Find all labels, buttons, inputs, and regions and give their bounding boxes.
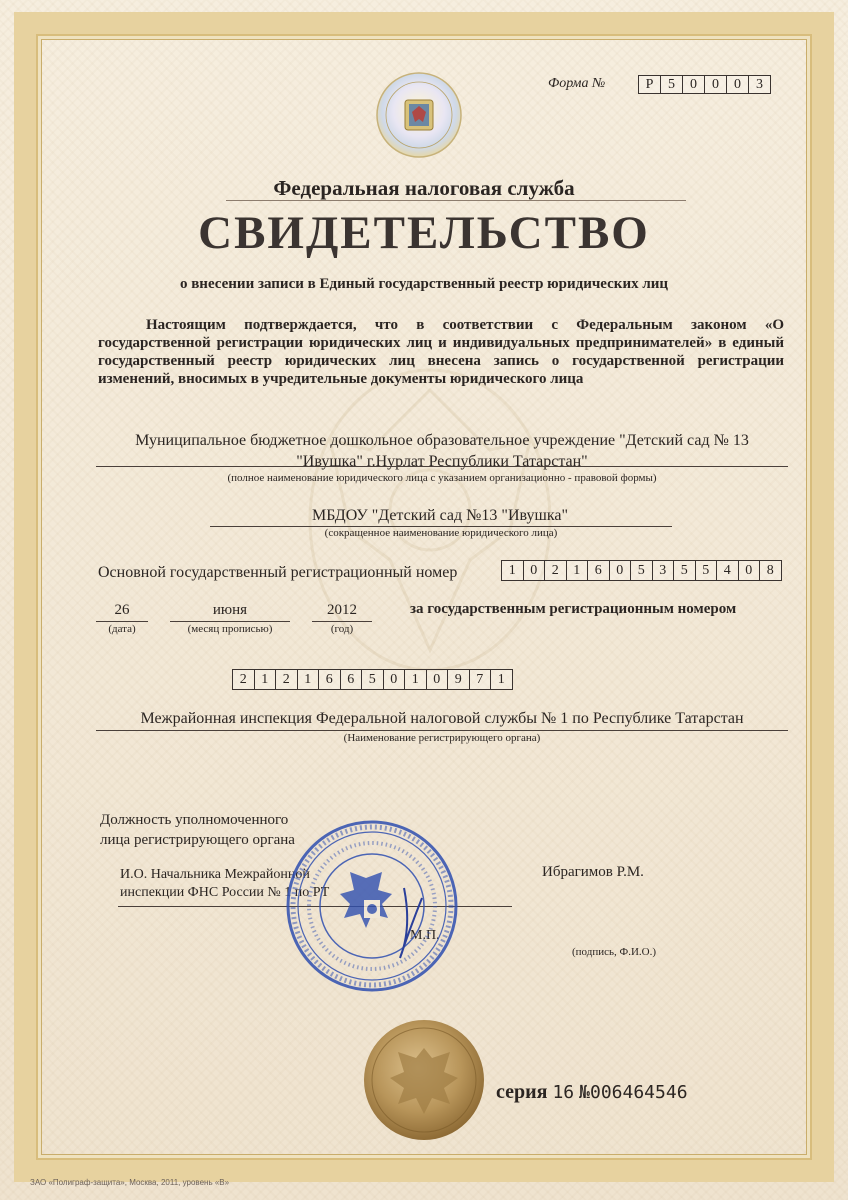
agency-name: Федеральная налоговая служба bbox=[273, 176, 575, 200]
certificate-number: №006464546 bbox=[579, 1082, 688, 1103]
date-year-caption: (год) bbox=[330, 623, 354, 635]
ogrn-digit: 0 bbox=[610, 561, 632, 580]
position-label-line1: Должность уполномоченного bbox=[100, 812, 289, 828]
ogrn-digit: 1 bbox=[567, 561, 589, 580]
underline bbox=[96, 466, 788, 467]
grn-boxes bbox=[232, 669, 513, 690]
form-number-digit: 0 bbox=[705, 76, 727, 93]
certificate-subtitle: о внесении записи в Единый государственный реестр юридических лиц bbox=[179, 276, 669, 292]
ogrn-digit: 4 bbox=[717, 561, 739, 580]
grn-digit: 9 bbox=[448, 670, 470, 689]
position-value-line1: И.О. Начальника Межрайонной bbox=[120, 867, 310, 882]
grn-digit: 6 bbox=[319, 670, 341, 689]
grn-digit: 1 bbox=[298, 670, 320, 689]
grn-digit: 1 bbox=[405, 670, 427, 689]
grn-digit: 0 bbox=[384, 670, 406, 689]
grn-digit: 6 bbox=[341, 670, 363, 689]
grn-digit: 5 bbox=[362, 670, 384, 689]
position-label-line2: лица регистрирующего органа bbox=[100, 832, 295, 848]
ogrn-digit: 1 bbox=[502, 561, 524, 580]
official-stamp-icon bbox=[284, 818, 460, 994]
underline bbox=[96, 621, 148, 622]
registrar-caption: (Наименование регистрирующего органа) bbox=[343, 732, 541, 744]
grn-digit: 1 bbox=[497, 672, 505, 687]
form-number-boxes bbox=[638, 75, 771, 94]
hologram-emblem-icon bbox=[374, 70, 464, 160]
confirmation-paragraph bbox=[98, 316, 784, 388]
printer-note: ЗАО «Полиграф-защита», Москва, 2011, уровень «В» bbox=[30, 1178, 230, 1187]
date-day-caption: (дата) bbox=[108, 623, 136, 635]
position-value-line2: инспекции ФНС России № 1 по РТ bbox=[120, 885, 330, 900]
stamp-place-label: М.П. bbox=[410, 928, 440, 943]
confirmation-text: Настоящим подтверждается, что в соответствии с Федеральным законом «О государственной регистрации юридических лиц и индивидуальных предпринимателей» в единый государственный реестр юридических лиц внесена запись о государственной регистрации изменений, вносимых в учредительные документы юридического лица bbox=[98, 317, 784, 387]
ogrn-digit: 0 bbox=[524, 561, 546, 580]
date-year: 2012 bbox=[327, 602, 357, 618]
grn-digit: 2 bbox=[276, 670, 298, 689]
gold-seal-icon bbox=[362, 1018, 486, 1142]
position-label bbox=[100, 810, 295, 850]
series-value: 16 bbox=[552, 1082, 575, 1103]
entity-full-name-line2: "Ивушка" г.Нурлат Республики Татарстан" bbox=[296, 453, 588, 470]
form-number-digit: Р bbox=[639, 76, 661, 93]
ogrn-boxes bbox=[501, 560, 782, 581]
date-day: 26 bbox=[114, 602, 130, 618]
ogrn-digit: 5 bbox=[696, 561, 718, 580]
entity-full-name-line1: Муниципальное бюджетное дошкольное образовательное учреждение "Детский сад № 13 bbox=[135, 432, 749, 449]
underline bbox=[170, 621, 290, 622]
grn-digit: 7 bbox=[470, 670, 492, 689]
form-number-digit: 3 bbox=[756, 77, 763, 92]
registrar-name: Межрайонная инспекция Федеральной налоговой службы № 1 по Республике Татарстан bbox=[140, 710, 744, 727]
ogrn-digit: 2 bbox=[545, 561, 567, 580]
grn-digit: 0 bbox=[427, 670, 449, 689]
ogrn-label: Основной государственный регистрационный номер bbox=[98, 564, 458, 581]
date-month: июня bbox=[212, 602, 248, 618]
signature-caption: (подпись, Ф.И.О.) bbox=[572, 946, 656, 958]
ogrn-digit: 3 bbox=[653, 561, 675, 580]
entity-full-name-caption: (полное наименование юридического лица с указанием организационно - правовой формы) bbox=[227, 472, 657, 484]
certificate-title: СВИДЕТЕЛЬСТВО bbox=[198, 207, 650, 259]
form-number-digit: 0 bbox=[683, 76, 705, 93]
grn-digit: 1 bbox=[255, 670, 277, 689]
grn-label: за государственным регистрационным номером bbox=[410, 601, 737, 617]
date-month-caption: (месяц прописью) bbox=[187, 623, 273, 635]
signer-name: Ибрагимов Р.М. bbox=[542, 864, 644, 880]
entity-short-name: МБДОУ "Детский сад №13 "Ивушка" bbox=[311, 507, 568, 524]
underline bbox=[96, 730, 788, 731]
grn-digit: 2 bbox=[233, 670, 255, 689]
ogrn-digit: 8 bbox=[766, 563, 774, 578]
ogrn-digit: 0 bbox=[739, 561, 761, 580]
underline bbox=[312, 621, 372, 622]
form-number-digit: 0 bbox=[727, 76, 749, 93]
entity-short-name-caption: (сокращенное наименование юридического лица) bbox=[324, 527, 558, 539]
form-number-digit: 5 bbox=[661, 76, 683, 93]
ogrn-digit: 5 bbox=[631, 561, 653, 580]
series-label: серия bbox=[496, 1081, 548, 1103]
ogrn-digit: 5 bbox=[674, 561, 696, 580]
form-number-label: Форма № bbox=[548, 76, 606, 91]
ogrn-digit: 6 bbox=[588, 561, 610, 580]
divider bbox=[226, 200, 686, 201]
series-number bbox=[496, 1081, 688, 1104]
